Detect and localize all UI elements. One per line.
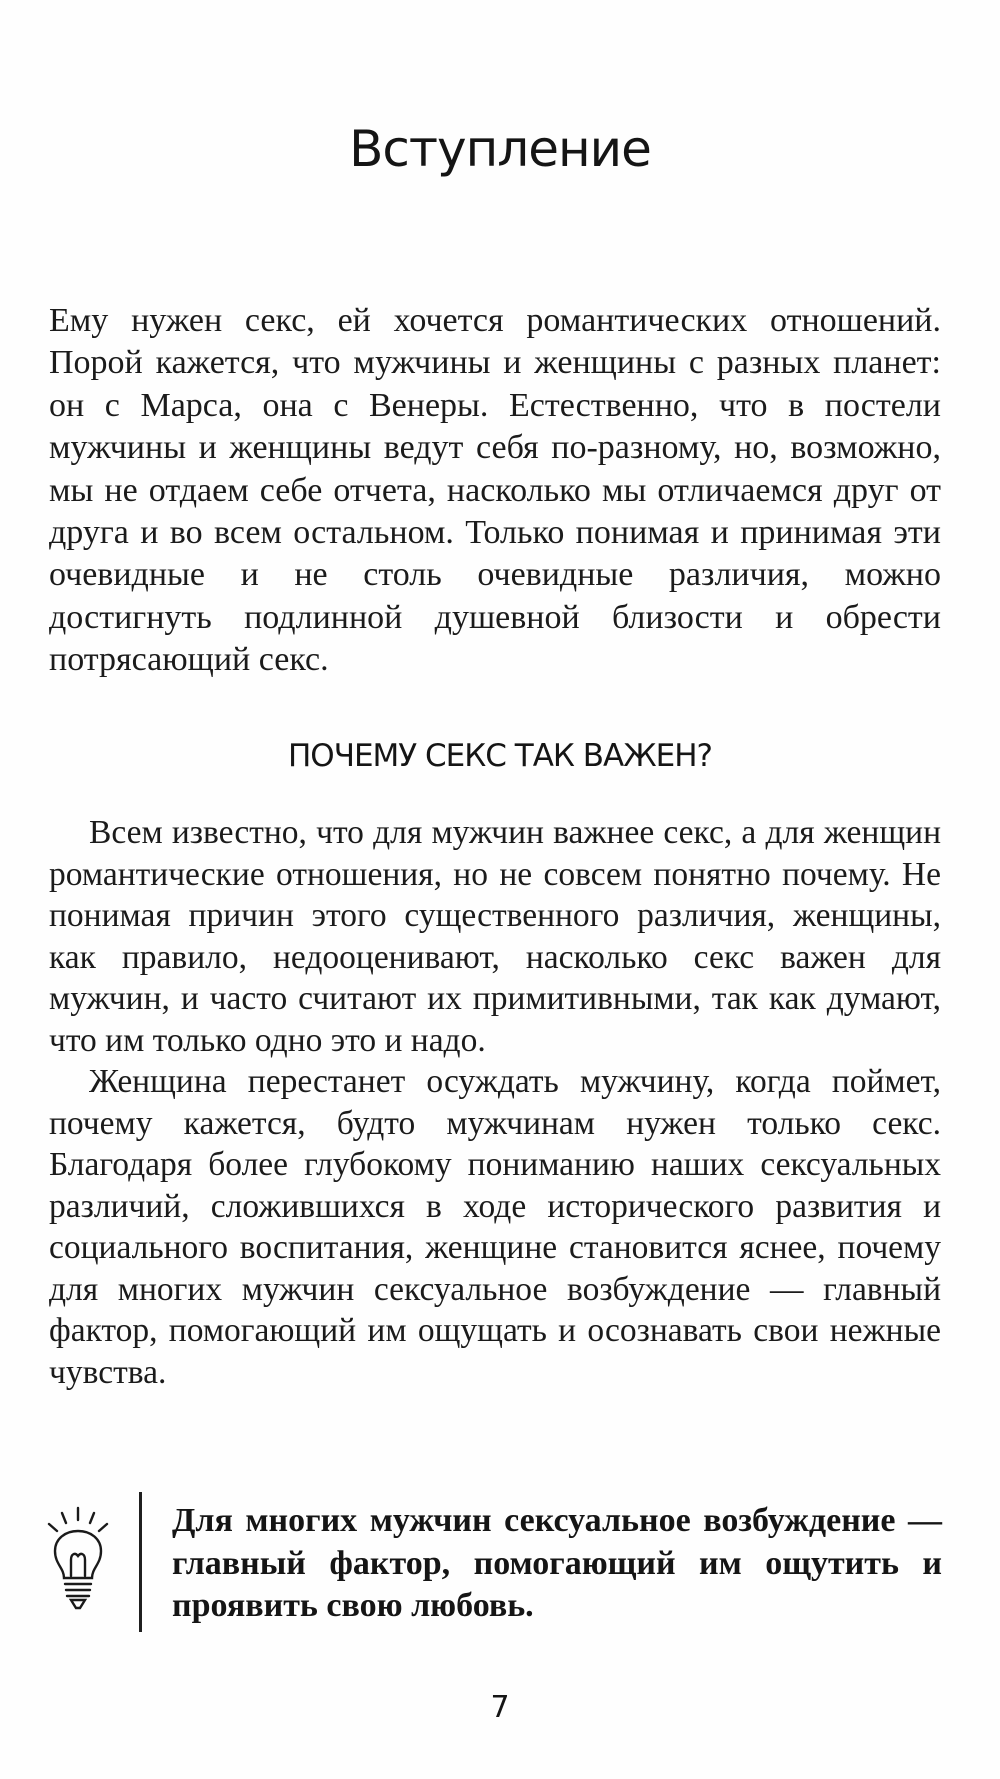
callout-text: Для многих мужчин сексуальное возбуждение — главный фактор, помогающий им ощутить и проявить свою любовь.	[172, 1502, 942, 1624]
section-heading: ПОЧЕМУ СЕКС ТАК ВАЖЕН?	[287, 738, 712, 774]
intro-paragraph: Ему нужен секс, ей хочется романтических отношений. Порой кажется, что мужчины и женщины с разных планет: он с Марса, она с Венеры. Естественно, что в постели мужчины и женщины ведут себя по-разному, но, возможно, мы не отдаем себе отчета, насколько мы отличаемся друг от друга и во всем остальном. Только понимая и принимая эти очевидные и не столь очевидные различия, можно достигнуть подлинной душевной близости и обрести потрясающий секс.	[49, 302, 941, 679]
section-paragraph-2: Женщина перестанет осуждать мужчину, когда поймет, почему кажется, будто мужчинам нужен только секс. Благодаря более глубокому пониманию наших сексуальных различий, сложившихся в ходе исторического развития и социального воспитания, женщине становится яснее, почему для многих мужчин сексуальное возбуждение — главный фактор, помогающий им ощущать и осознавать свои нежные чувства.	[49, 1063, 941, 1391]
page-number: 7	[490, 1690, 510, 1725]
lightbulb-icon	[40, 1504, 116, 1614]
chapter-title: Вступление	[349, 120, 651, 178]
section-body	[49, 812, 941, 1393]
callout-divider	[139, 1492, 142, 1632]
section-paragraph-1: Всем известно, что для мужчин важнее секс, а для женщин романтические отношения, но не совсем понятно почему. Не понимая причин этого существенного различия, женщины, как правило, недооценивают, насколько секс важен для мужчин, и часто считают их примитивными, так как думают, что им только одно это и надо.	[49, 814, 941, 1059]
callout-box	[40, 1492, 950, 1632]
